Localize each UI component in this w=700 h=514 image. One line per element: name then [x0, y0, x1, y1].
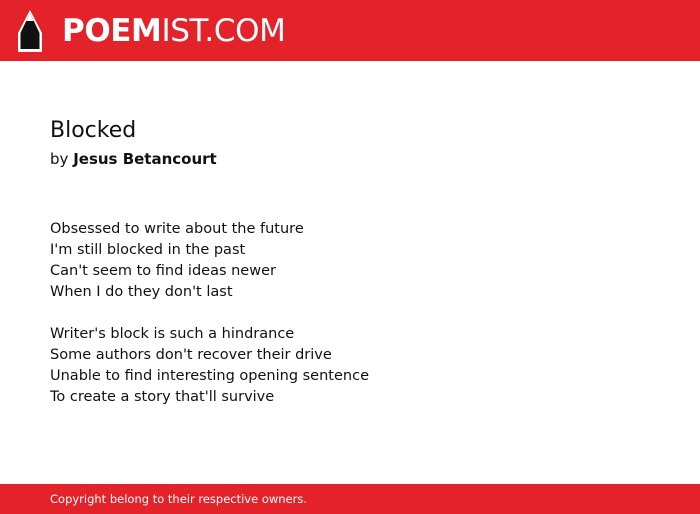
- poem-line: Can't seem to find ideas newer: [50, 263, 276, 279]
- poem-line: When I do they don't last: [50, 284, 233, 300]
- poem-line: Unable to find interesting opening sentence: [50, 368, 369, 384]
- poem-line: Writer's block is such a hindrance: [50, 326, 295, 342]
- poem-line: Obsessed to write about the future: [50, 221, 304, 237]
- copyright-notice: Copyright belong to their respective owners.: [50, 492, 308, 506]
- poem-line: I'm still blocked in the past: [50, 242, 246, 258]
- logo-text-light: IST.COM: [161, 13, 286, 49]
- poem-line: To create a story that'll survive: [50, 389, 275, 405]
- author-name: Jesus Betancourt: [73, 150, 217, 168]
- pencil-icon[interactable]: [18, 10, 42, 52]
- site-footer: [0, 484, 700, 514]
- logo-text-bold: POEM: [62, 13, 162, 49]
- byline-prefix: by: [50, 150, 69, 168]
- byline: [50, 148, 217, 170]
- site-logo[interactable]: [62, 13, 285, 49]
- site-header: [0, 0, 700, 61]
- stanza: [50, 324, 650, 408]
- poem-line: Some authors don't recover their drive: [50, 347, 332, 363]
- stanza: [50, 219, 650, 303]
- poem-body: [50, 219, 650, 429]
- poem-title: Blocked: [50, 118, 137, 143]
